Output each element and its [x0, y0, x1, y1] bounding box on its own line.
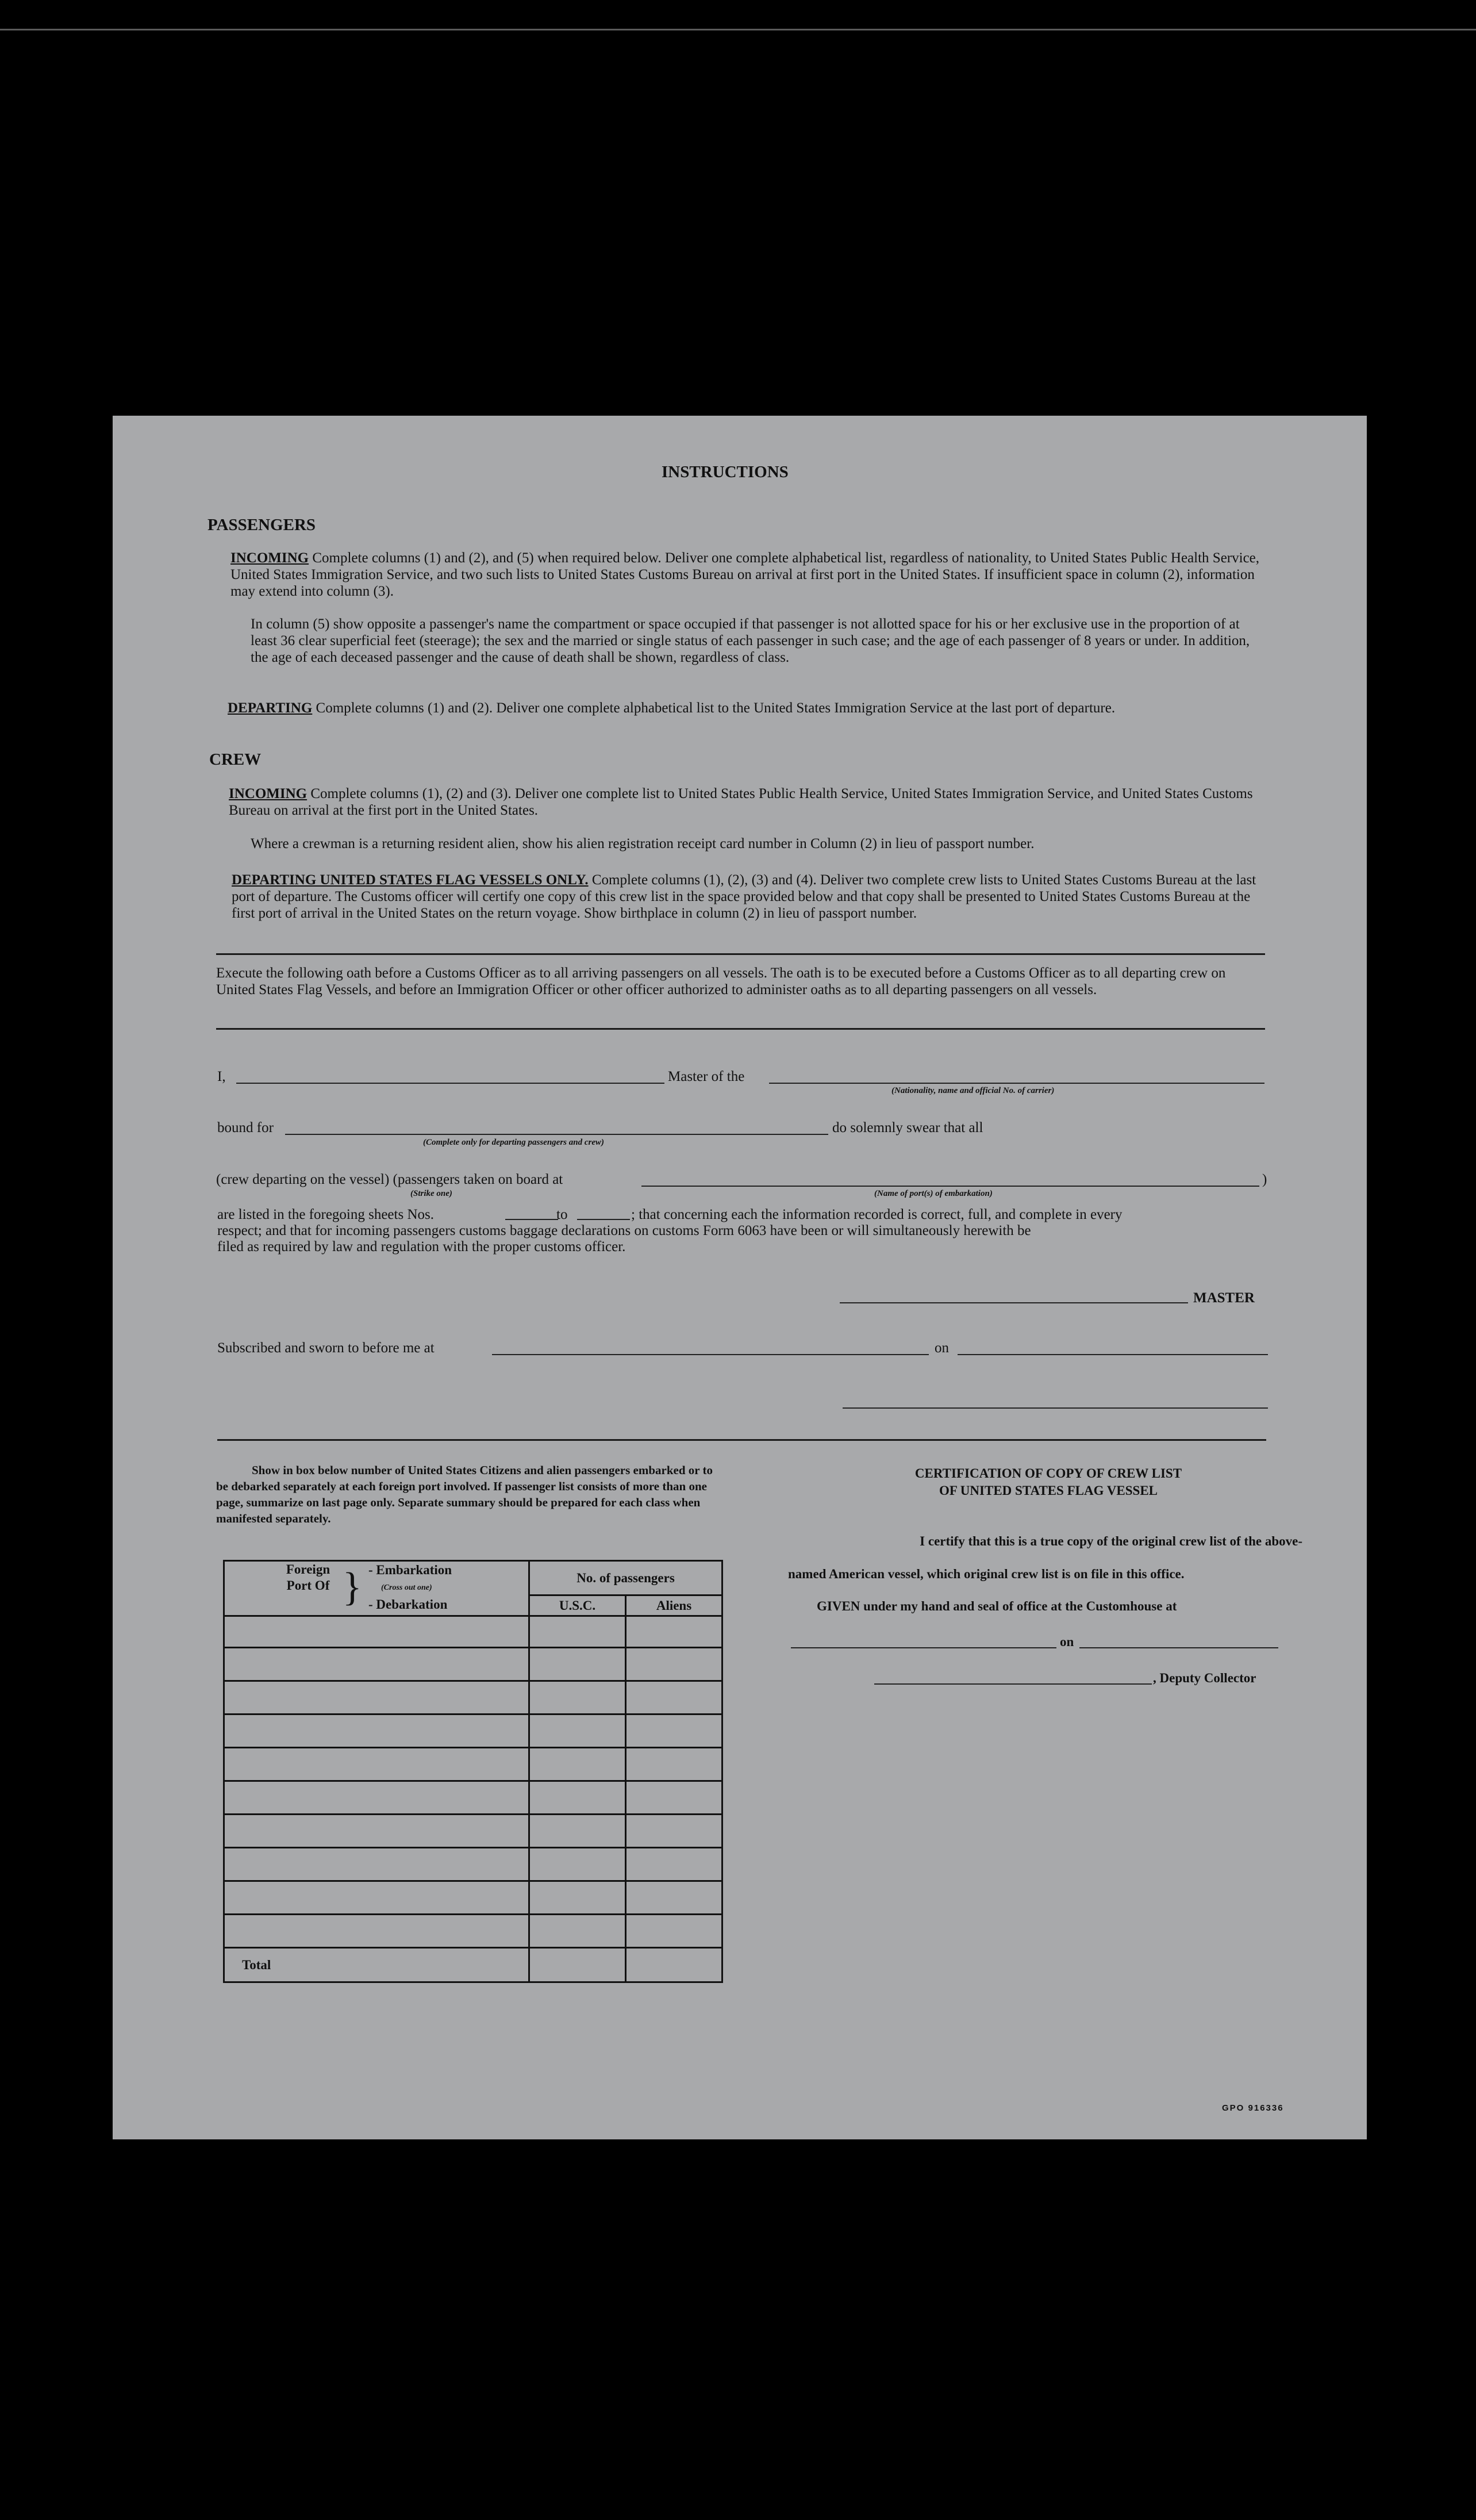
- certification-title-line1: CERTIFICATION OF COPY OF CREW LIST: [914, 1466, 1182, 1480]
- swear-text: do solemnly swear that all: [832, 1120, 983, 1136]
- divider-top: [216, 953, 1265, 955]
- usc-cell[interactable]: [529, 1881, 626, 1915]
- bound-for-label: bound for: [217, 1120, 274, 1136]
- carrier-line[interactable]: [769, 1083, 1264, 1084]
- port-cell[interactable]: [224, 1681, 529, 1714]
- aliens-total-cell[interactable]: [626, 1948, 722, 1982]
- on-label: on: [935, 1340, 949, 1356]
- departing-text: Complete columns (1) and (2). Deliver one complete alphabetical list to the United States Immigration Service at the last port of departure.: [316, 700, 1116, 716]
- summary-intro: Show in box below number of United States Citizens and alien passengers embarked or to be debarked separately at each foreign port involved. If passenger list consists of more than one page, summarize on last page only. Separate summary should be prepared for each class when manifested separately.: [216, 1463, 713, 1525]
- port-cell[interactable]: [224, 1648, 529, 1681]
- port-cell[interactable]: [224, 1881, 529, 1915]
- crew-departing-paragraph: [232, 872, 1259, 922]
- ports-caption: (Name of port(s) of embarkation): [874, 1189, 993, 1198]
- crew-incoming-label: INCOMING: [229, 786, 308, 801]
- oath-name-line[interactable]: [236, 1083, 664, 1084]
- incoming-label: INCOMING: [230, 550, 309, 566]
- departing-label: DEPARTING: [228, 700, 313, 716]
- certification-line2: named American vessel, which original crew list is on file in this office.: [788, 1567, 1185, 1581]
- aliens-cell[interactable]: [626, 1714, 722, 1748]
- usc-cell[interactable]: [529, 1681, 626, 1714]
- certification-line1: I certify that this is a true copy of the original crew list of the above-: [920, 1534, 1302, 1548]
- bound-for-line[interactable]: [285, 1134, 828, 1135]
- certification-title: [876, 1465, 1221, 1499]
- crew-heading: CREW: [209, 750, 262, 769]
- embarkation-label: - Embarkation: [368, 1563, 452, 1577]
- oath-i-label: I,: [217, 1069, 226, 1084]
- sheet-from-line[interactable]: [505, 1219, 558, 1220]
- certification-line3: GIVEN under my hand and seal of office at the Customhouse at: [817, 1599, 1177, 1613]
- table-row: [224, 1681, 722, 1714]
- table-row: [224, 1815, 722, 1848]
- aliens-cell[interactable]: [626, 1848, 722, 1881]
- master-signature-line[interactable]: [840, 1302, 1188, 1303]
- total-label: Total: [224, 1948, 529, 1982]
- cross-out-label: (Cross out one): [381, 1583, 432, 1592]
- passengers-incoming-paragraph: [230, 550, 1259, 600]
- close-paren: ): [1262, 1172, 1267, 1187]
- page-title: INSTRUCTIONS: [662, 463, 789, 481]
- usc-total-cell[interactable]: [529, 1948, 626, 1982]
- usc-cell[interactable]: [529, 1748, 626, 1781]
- oath-intro: Execute the following oath before a Customs Officer as to all arriving passengers on all vessels. The oath is to be executed before a Customs Officer as to all departing crew on United States Flag Vessels, and before an Immigration Officer or other officer authorized to administer oaths as to all departing passengers on all vessels.: [216, 965, 1226, 998]
- crew-incoming-text: Complete columns (1), (2) and (3). Deliver one complete list to United States Public Health Service, United States Immigration Service, and United States Customs Bureau on arrival at the first port in the United States.: [229, 786, 1253, 818]
- table-row: [224, 1748, 722, 1781]
- port-cell[interactable]: [224, 1781, 529, 1815]
- table-row: [224, 1781, 722, 1815]
- passenger-summary-table: [223, 1560, 723, 1983]
- foreign-port-label: Foreign Port Of: [286, 1562, 330, 1593]
- crew-incoming-paragraph: [229, 785, 1259, 819]
- usc-cell[interactable]: [529, 1648, 626, 1681]
- certification-date-line[interactable]: [1079, 1647, 1278, 1648]
- carrier-caption: (Nationality, name and official No. of carrier): [891, 1086, 1055, 1095]
- listed-line2: respect; and that for incoming passengers customs baggage declarations on customs Form 6063 have been or will simultaneously herewith be: [217, 1223, 1031, 1238]
- aliens-cell[interactable]: [626, 1648, 722, 1681]
- debarkation-label: - Debarkation: [368, 1597, 448, 1612]
- crew-departing-label: DEPARTING UNITED STATES FLAG VESSELS ONLY.: [232, 872, 589, 888]
- sworn-date-line[interactable]: [958, 1354, 1268, 1355]
- certification-on: on: [1060, 1635, 1074, 1649]
- aliens-cell[interactable]: [626, 1681, 722, 1714]
- usc-cell[interactable]: [529, 1714, 626, 1748]
- listed-text-a: are listed in the foregoing sheets Nos.: [217, 1207, 434, 1222]
- resident-alien-paragraph: Where a crewman is a returning resident alien, show his alien registration receipt card number in Column (2) in lieu of passport number.: [251, 836, 1035, 851]
- total-row: [224, 1948, 722, 1982]
- table-row: [224, 1616, 722, 1648]
- column5-paragraph: In column (5) show opposite a passenger's name the compartment or space occupied if that passenger is not allotted space for his or her exclusive use in the proportion of at least 36 clear superficial feet (steerage); the sex and the married or single status of each passenger in such case; and the age of each passenger of 8 years or under. In addition, the age of each deceased passenger and the cause of death shall be shown, regardless of class.: [251, 616, 1250, 665]
- usc-cell[interactable]: [529, 1781, 626, 1815]
- sworn-place-line[interactable]: [492, 1354, 929, 1355]
- table-row: [224, 1648, 722, 1681]
- passengers-departing-paragraph: [228, 700, 1259, 716]
- divider-oath: [216, 1028, 1265, 1030]
- listed-to: to: [556, 1207, 568, 1222]
- port-cell[interactable]: [224, 1915, 529, 1948]
- crew-passengers-text: (crew departing on the vessel) (passengers taken on board at: [216, 1172, 563, 1187]
- deputy-collector-label: , Deputy Collector: [1153, 1671, 1256, 1685]
- no-passengers-header: No. of passengers: [529, 1561, 722, 1595]
- aliens-header: Aliens: [626, 1595, 722, 1616]
- master-of-label: Master of the: [668, 1069, 745, 1084]
- port-cell[interactable]: [224, 1616, 529, 1648]
- deputy-signature-line[interactable]: [874, 1683, 1152, 1685]
- usc-cell[interactable]: [529, 1616, 626, 1648]
- incoming-text: Complete columns (1) and (2), and (5) when required below. Deliver one complete alphabetical list, regardless of nationality, to United States Public Health Service, United States Immigration Service, and two such lists to United States Customs Bureau on arrival at first port in the United States. If insufficient space in column (2), information may extend into column (3).: [230, 550, 1260, 599]
- form-page: [113, 416, 1367, 2139]
- port-cell[interactable]: [224, 1748, 529, 1781]
- embarkation-port-line[interactable]: [641, 1186, 1259, 1187]
- table-row: [224, 1915, 722, 1948]
- foreign-port-header: [224, 1561, 529, 1616]
- aliens-cell[interactable]: [626, 1815, 722, 1848]
- port-cell[interactable]: [224, 1848, 529, 1881]
- crew-departing-text: Complete columns (1), (2), (3) and (4). Deliver two complete crew lists to United States Customs Bureau at the last port of departure. The Customs officer will certify one copy of this crew list in the space provided below and that copy shall be presented to United States Customs Bureau at the first port of arrival in the United States on the return voyage. Show birthplace in column (2) in lieu of passport number.: [232, 872, 1256, 921]
- aliens-cell[interactable]: [626, 1781, 722, 1815]
- listed-line3: filed as required by law and regulation with the proper customs officer.: [217, 1239, 626, 1255]
- top-border-line: [0, 29, 1476, 30]
- officer-signature-line[interactable]: [843, 1407, 1268, 1409]
- sheet-to-line[interactable]: [577, 1219, 630, 1220]
- divider-bottom: [217, 1439, 1266, 1441]
- subscribed-label: Subscribed and sworn to before me at: [217, 1340, 435, 1356]
- usc-cell[interactable]: [529, 1915, 626, 1948]
- footer-code: GPO 916336: [1222, 2103, 1284, 2113]
- usc-cell[interactable]: [529, 1848, 626, 1881]
- aliens-cell[interactable]: [626, 1915, 722, 1948]
- table-row: [224, 1714, 722, 1748]
- brace-glyph: }: [343, 1565, 362, 1609]
- port-cell[interactable]: [224, 1815, 529, 1848]
- bound-for-caption: (Complete only for departing passengers and crew): [423, 1138, 604, 1147]
- passengers-heading: PASSENGERS: [207, 516, 316, 534]
- customhouse-line[interactable]: [791, 1647, 1056, 1648]
- master-label: MASTER: [1193, 1290, 1255, 1306]
- strike-one-caption: (Strike one): [410, 1189, 452, 1198]
- aliens-cell[interactable]: [626, 1748, 722, 1781]
- usc-header: U.S.C.: [529, 1595, 626, 1616]
- usc-cell[interactable]: [529, 1815, 626, 1848]
- listed-text-b: ; that concerning each the information recorded is correct, full, and complete in every: [631, 1207, 1123, 1222]
- certification-title-line2: OF UNITED STATES FLAG VESSEL: [939, 1483, 1158, 1498]
- table-row: [224, 1881, 722, 1915]
- aliens-cell[interactable]: [626, 1616, 722, 1648]
- table-row: [224, 1848, 722, 1881]
- aliens-cell[interactable]: [626, 1881, 722, 1915]
- port-cell[interactable]: [224, 1714, 529, 1748]
